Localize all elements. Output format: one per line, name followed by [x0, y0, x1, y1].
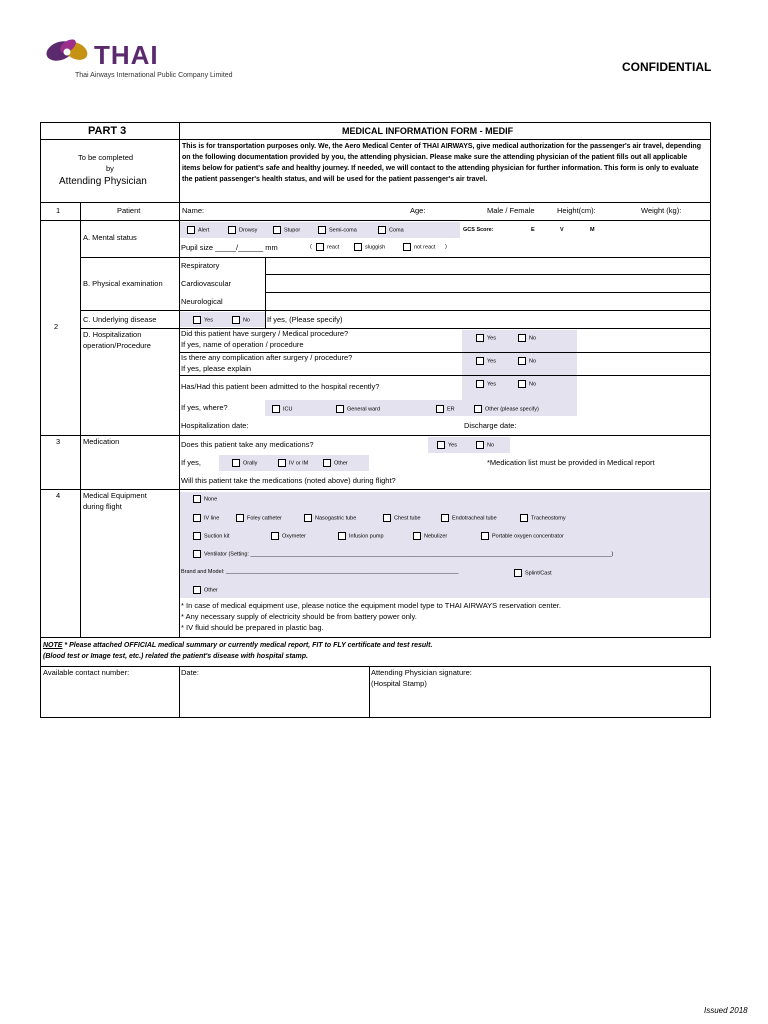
gcs-v-label: V — [560, 227, 564, 233]
equip-none-checkbox[interactable]: None — [193, 495, 217, 503]
surgery-question: Did this patient have surgery / Medical procedure? — [181, 329, 349, 338]
hospital-stamp-label: (Hospital Stamp) — [371, 679, 427, 688]
hospitalization-label: D. Hospitalization — [83, 330, 142, 339]
operation-procedure-label: operation/Procedure — [83, 341, 151, 350]
gcs-e-label: E — [531, 227, 535, 233]
where-other-checkbox[interactable]: Other (please specify) — [474, 405, 539, 413]
pupil-size-field[interactable]: Pupil size _____/______ mm — [181, 243, 278, 252]
equip-iv-line-checkbox[interactable]: IV line — [193, 514, 219, 522]
complication-no-checkbox[interactable]: No — [518, 357, 536, 365]
mental-semicoma-checkbox[interactable]: Semi-coma — [318, 226, 357, 234]
equipment-notice-3: * IV fluid should be prepared in plastic bag. — [181, 623, 324, 632]
thai-logo-icon — [42, 34, 92, 68]
date-field[interactable]: Date: — [181, 668, 199, 677]
medication-list-note: *Medication list must be provided in Medical report — [487, 458, 655, 467]
equip-oxygen-concentrator-checkbox[interactable]: Portable oxygen concentrator — [481, 532, 564, 540]
gcs-m-label: M — [590, 227, 595, 233]
form-intro-text: This is for transportation purposes only. We, the Aero Medical Center of THAI AIRWAYS, give medical authorization for the passenger's air travel, depending on the following documentation provided by you, the attending physician. Please make sure the attending physician of the patient fills out all applicable items below for patient's safe and healthy journey. If needed, we will contact to the attending physician for further information. This form is only to evaluate the patient passenger's health status, and will be used for the patient passenger's air travel. — [182, 143, 701, 183]
row1-number: 1 — [56, 206, 61, 215]
medication-if-yes-label: If yes, — [181, 458, 202, 467]
mental-alert-checkbox[interactable]: Alert — [187, 226, 209, 234]
where-question: If yes, where? — [181, 403, 228, 412]
note-line-2: (Blood test or Image test, etc.) related the patient's disease with hospital stamp. — [43, 653, 308, 660]
equipment-notice-1: * In case of medical equipment use, please notice the equipment model type to THAI AIRWAYS reservation center. — [181, 601, 561, 610]
logo-text: THAI — [94, 40, 159, 70]
weight-field-label: Weight (kg): — [641, 206, 682, 215]
discharge-date-label: Discharge date: — [464, 421, 517, 430]
surgery-yes-checkbox[interactable]: Yes — [476, 334, 496, 342]
route-orally-checkbox[interactable]: Orally — [232, 459, 257, 467]
pupil-close-paren: ) — [445, 244, 447, 250]
underlying-disease-label: C. Underlying disease — [83, 315, 157, 324]
medication-label: Medication — [83, 437, 120, 446]
equip-endotracheal-checkbox[interactable]: Endotracheal tube — [441, 514, 497, 522]
to-be-completed: To be completed — [78, 153, 134, 162]
note-text-1: * Please attached OFFICIAL medical summary or currently medical report, FIT to FLY certificate and test result. — [64, 642, 433, 649]
underlying-no-checkbox[interactable]: No — [232, 316, 250, 324]
where-general-ward-checkbox[interactable]: General ward — [336, 405, 380, 413]
surgery-no-checkbox[interactable]: No — [518, 334, 536, 342]
part-label: PART 3 — [88, 125, 127, 137]
pupil-open-paren: ( — [310, 244, 312, 250]
where-icu-checkbox[interactable]: ICU — [272, 405, 292, 413]
mental-coma-checkbox[interactable]: Coma — [378, 226, 404, 234]
exam-neurological-label: Neurological — [181, 297, 223, 306]
equip-chest-tube-checkbox[interactable]: Chest tube — [383, 514, 421, 522]
hospitalization-date-label: Hospitalization date: — [181, 421, 249, 430]
underlying-yes-checkbox[interactable]: Yes — [193, 316, 213, 324]
complication-question: Is there any complication after surgery / procedure? — [181, 353, 353, 362]
equip-ventilator-checkbox[interactable]: Ventilator (Setting: ______________________________________________________________________________________________________________________) — [193, 550, 613, 558]
equip-foley-checkbox[interactable]: Foley catheter — [236, 514, 282, 522]
medications-question: Does this patient take any medications? — [181, 440, 314, 449]
route-iv-im-checkbox[interactable]: IV or IM — [278, 459, 308, 467]
patient-label: Patient — [117, 206, 141, 215]
mental-status-label: A. Mental status — [83, 233, 137, 242]
route-other-checkbox[interactable]: Other — [323, 459, 348, 467]
admitted-no-checkbox[interactable]: No — [518, 380, 536, 388]
mental-stupor-checkbox[interactable]: Stupor — [273, 226, 300, 234]
equip-nebulizer-checkbox[interactable]: Nebulizer — [413, 532, 447, 540]
exam-cardiovascular-label: Cardiovascular — [181, 279, 232, 288]
equip-other-checkbox[interactable]: Other — [193, 586, 218, 594]
equip-infusion-pump-checkbox[interactable]: Infusion pump — [338, 532, 384, 540]
exam-respiratory-label: Respiratory — [181, 261, 220, 270]
equipment-notice-2: * Any necessary supply of electricity should be from battery power only. — [181, 612, 417, 621]
physician-signature-field[interactable]: Attending Physician signature: — [371, 668, 472, 677]
attending-physician-heading: Attending Physician — [59, 176, 147, 187]
brand-model-field[interactable]: Brand and Model: ____________________________________________________________________________ — [181, 569, 459, 575]
contact-number-field[interactable]: Available contact number: — [43, 668, 130, 677]
mental-drowsy-checkbox[interactable]: Drowsy — [228, 226, 257, 234]
row4-number: 4 — [56, 491, 61, 500]
equip-nasogastric-checkbox[interactable]: Nasogastric tube — [304, 514, 356, 522]
where-er-checkbox[interactable]: ER — [436, 405, 455, 413]
surgery-name-question: If yes, name of operation / procedure — [181, 340, 304, 349]
gcs-score-label: GCS Score: — [463, 227, 494, 233]
sex-field-label: Male / Female — [487, 206, 535, 215]
height-field-label: Height(cm): — [557, 206, 596, 215]
equip-suction-checkbox[interactable]: Suction kit — [193, 532, 229, 540]
admitted-question: Has/Had this patient been admitted to the hospital recently? — [181, 382, 380, 391]
name-field-label: Name: — [182, 206, 205, 215]
company-name: Thai Airways International Public Company Limited — [75, 72, 233, 79]
pupil-notreact-checkbox[interactable]: not react — [403, 243, 435, 251]
medications-yes-checkbox[interactable]: Yes — [437, 441, 457, 449]
equip-splint-checkbox[interactable]: Splint/Cast — [514, 569, 552, 577]
issued-label: Issued 2018 — [704, 1006, 748, 1015]
row3-number: 3 — [56, 437, 61, 446]
underlying-specify-label: If yes, (Please specify) — [267, 315, 343, 324]
during-flight-question: Will this patient take the medications (noted above) during flight? — [181, 476, 396, 485]
confidential-label: CONFIDENTIAL — [622, 60, 712, 74]
age-field-label: Age: — [410, 206, 426, 215]
row2-number: 2 — [54, 322, 59, 331]
form-title: MEDICAL INFORMATION FORM - MEDIF — [342, 126, 514, 136]
note-line-1 — [43, 641, 432, 651]
medications-no-checkbox[interactable]: No — [476, 441, 494, 449]
equip-oxymeter-checkbox[interactable]: Oxymeter — [271, 532, 306, 540]
note-label: NOTE — [43, 642, 63, 649]
physical-exam-label: B. Physical examination — [83, 279, 163, 288]
complication-yes-checkbox[interactable]: Yes — [476, 357, 496, 365]
by-label: by — [106, 164, 114, 173]
pupil-sluggish-checkbox[interactable]: sluggish — [354, 243, 385, 251]
equip-tracheostomy-checkbox[interactable]: Tracheostomy — [520, 514, 566, 522]
explain-question: If yes, please explain — [181, 364, 252, 373]
during-flight-label: during flight — [83, 502, 122, 511]
medical-equipment-label: Medical Equipment — [83, 491, 147, 500]
admitted-yes-checkbox[interactable]: Yes — [476, 380, 496, 388]
pupil-react-checkbox[interactable]: react — [316, 243, 339, 251]
